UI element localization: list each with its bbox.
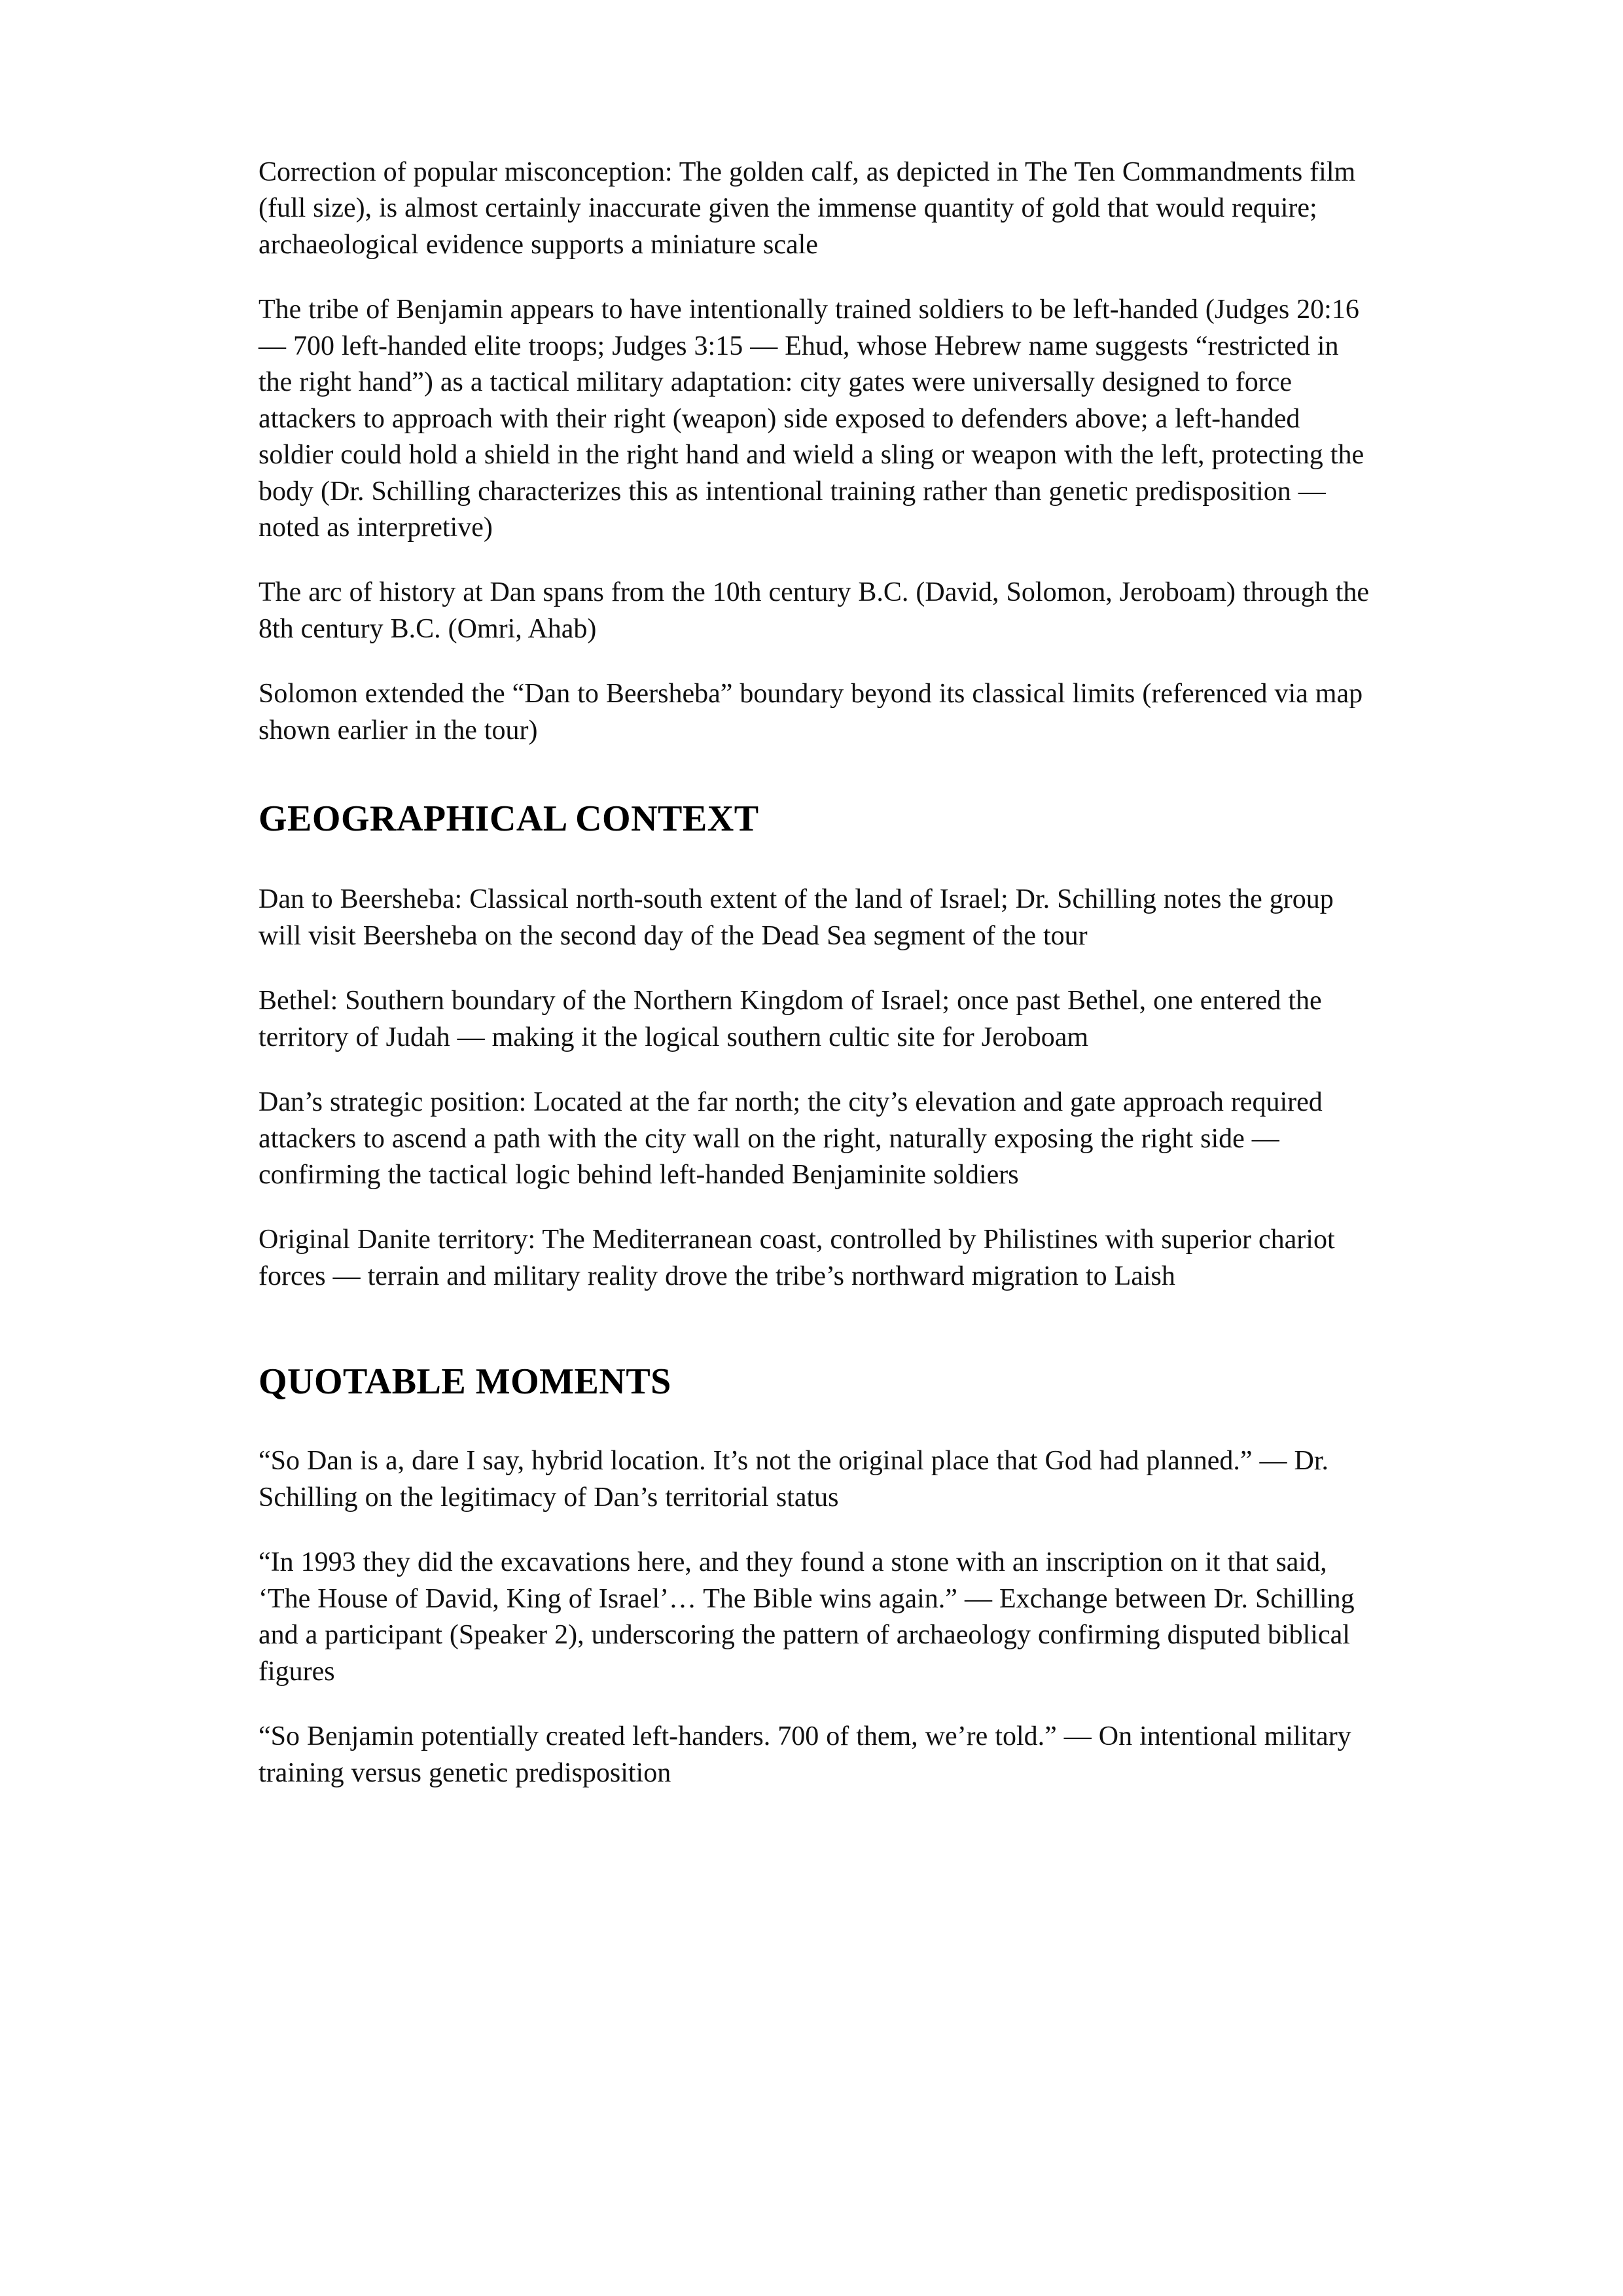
paragraph-tribe-of-benjamin: The tribe of Benjamin appears to have intentionally trained soldiers to be left-handed (Judges 20:16 — 700 left-handed elite troops; Judges 3:15 — Ehud, whose Hebrew name suggests “restricted in the right hand”) as a tactical military adaptation: city gates were universally designed to force attackers to approach with their right (weapon) side exposed to defenders above; a left-handed soldier could hold a shield in the right hand and wield a sling or weapon with the left, protecting the body (Dr. Schilling characterizes this as intentional training rather than genetic predisposition — noted as interpretive): [259, 295, 1364, 543]
page-bottom-whitespace: [259, 1820, 1371, 1990]
paragraph-solomon-boundary: Solomon extended the “Dan to Beersheba” boundary beyond its classical limits (referenced via map shown earlier in the tour): [259, 679, 1363, 745]
paragraph-quote-hybrid-location: “So Dan is a, dare I say, hybrid location. It’s not the original place that God had planned.” — Dr. Schilling on the legitimacy of Dan’s territorial status: [259, 1446, 1329, 1513]
paragraph-arc-of-history: The arc of history at Dan spans from the 10th century B.C. (David, Solomon, Jeroboam) through the 8th century B.C. (Omri, Ahab): [259, 577, 1369, 644]
paragraph-dan-strategic-position: Dan’s strategic position: Located at the far north; the city’s elevation and gate approach required attackers to ascend a path with the city wall on the right, naturally exposing the right side — confirming the tactical logic behind left-handed Benjaminite soldiers: [259, 1087, 1323, 1190]
paragraph-quote-benjamin-left-handers: “So Benjamin potentially created left-handers. 700 of them, we’re told.” — On intentional military training versus genetic predisposition: [259, 1721, 1351, 1788]
paragraph-quote-house-of-david: “In 1993 they did the excavations here, and they found a stone with an inscription on it that said, ‘The House of David, King of Israel’… The Bible wins again.” — Exchange between Dr. Schilling and a participant (Speaker 2), underscoring the pattern of archaeology confirming disputed biblical figures: [259, 1547, 1355, 1687]
paragraph-bethel: Bethel: Southern boundary of the Northern Kingdom of Israel; once past Bethel, one entered the territory of Judah — making it the logical southern cultic site for Jeroboam: [259, 986, 1322, 1052]
paragraph-golden-calf-correction: Correction of popular misconception: The golden calf, as depicted in The Ten Commandments film (full size), is almost certainly inaccurate given the immense quantity of gold that would require; archaeological evidence supports a miniature scale: [259, 157, 1356, 260]
paragraph-original-danite-territory: Original Danite territory: The Mediterranean coast, controlled by Philistines with superior chariot forces — terrain and military reality drove the tribe’s northward migration to Laish: [259, 1225, 1335, 1291]
document-body: [259, 154, 1371, 1990]
paragraph-dan-to-beersheba: Dan to Beersheba: Classical north-south extent of the land of Israel; Dr. Schilling notes the group will visit Beersheba on the second day of the Dead Sea segment of the tour: [259, 884, 1334, 951]
section-geographical-context: [259, 797, 1371, 841]
heading-geographical-context: GEOGRAPHICAL CONTEXT: [259, 798, 759, 840]
section-quotable-moments: [259, 1360, 1371, 1404]
heading-quotable-moments: QUOTABLE MOMENTS: [259, 1361, 671, 1403]
